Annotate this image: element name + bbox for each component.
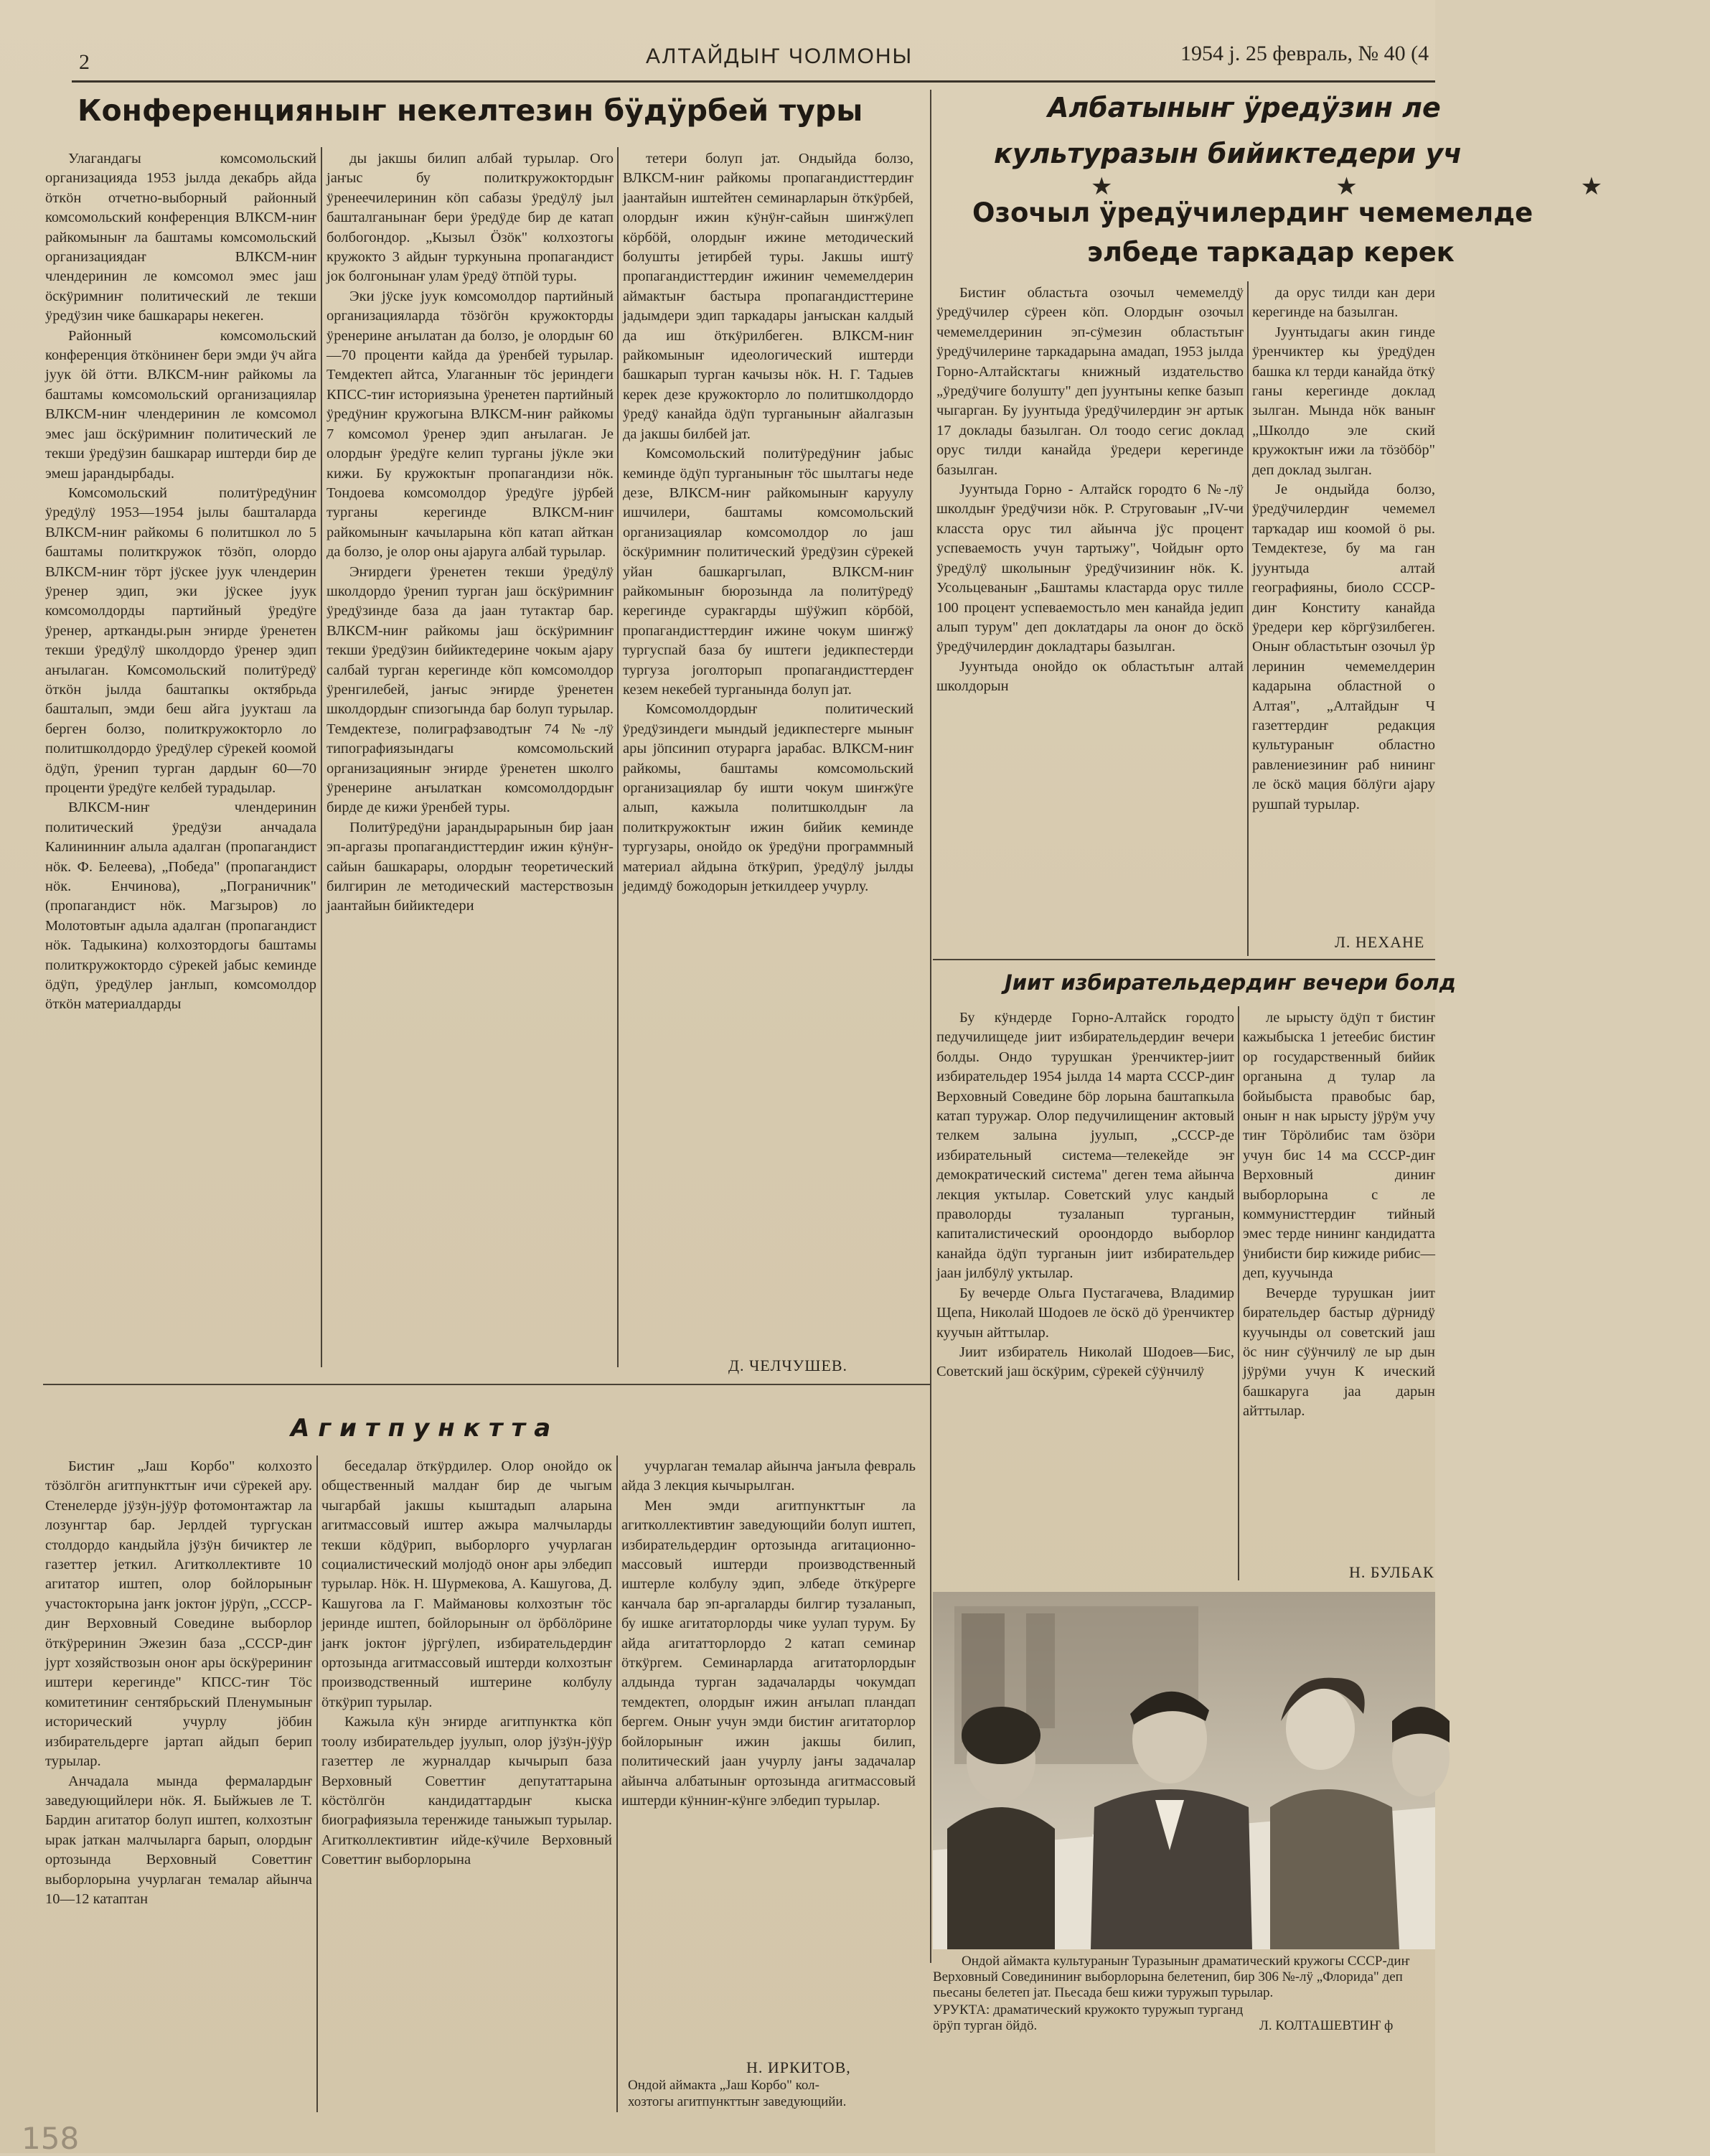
article1-col2-text: ды јакшы билип албай турылар. Ого јаҥыс бу политкружоктордыҥ ÿренеечилеринин кӧп сабазы ÿредÿлÿ јыл башталганынаҥ бери ÿредÿде бир де катап болбогондор. „Кызыл Ӧзӧк" колхозтогы кружокто 3 айдыҥ туркунына пропагандист јок болгонынаҥ улам ÿредÿ ӧтпӧй туры.: [327, 151, 614, 285]
article1-col3: [623, 149, 913, 1334]
article4-byline-line2: хозтогы агитпункттыҥ заведующийи.: [628, 2094, 847, 2109]
photo-credit: Л. КОЛТАШЕВТИҤ ф: [1259, 2018, 1394, 2033]
article3-col1: [936, 1008, 1234, 1583]
column-divider: [616, 1456, 618, 2112]
article2-signature: Л. НЕХАНЕ: [1335, 933, 1425, 951]
article2-subheadline-line1: Озочыл ÿредÿчилердиҥ чемемелде: [972, 197, 1533, 228]
article4-col3-text-para: Мен эмди агитпункттыҥ ла агитколлективтиҥ заведующийи болуп иштеп, избирательдердиҥ ортозында агитационно-массовый иштерди производственный иштерле колбулу эдип, элбеде ӧткÿрерге канчала бар эп-аргаларды билгир тузаланып, бу ишке агитаторлорды чике уулап турум. Бу айда агитатторлордо 2 катап семинар ӧткÿргем. Семинарларда агитаторлордыҥ алдында турган задачаларды чокумдап темдектеп, олордыҥ ижин аҥылап пландап бергем. Оныҥ учун эмди бистиҥ агитаторлор бойлорыныҥ ижин јакшы билип, политический јаан учурлу јаҥы задачалар айынча албатыныҥ ортозында агитмассовый иштерди кÿнниҥ-кÿнге элбедип турылар.: [621, 1497, 916, 1809]
article3-col1-text-para: Јиит избиратель Николай Шодоев—Бис, Советский јаш ӧскÿрим, сÿрекей сÿÿнчилÿ: [936, 1344, 1234, 1380]
article4-col2-text-para: Кажыла кÿн эҥирде агитпунктка кӧп тоолу избирательдер јуулып, олор јÿзÿн-јÿÿр газеттер ле журналдар кычырып база Верховный Советтиҥ депутаттарына кӧстӧлгӧн кандидаттардыҥ кыска биографиязыла теренжиде таныжып турылар. Агитколлективтиҥ ийде-кÿчиле Верховный Советтиҥ выборлорына: [321, 1714, 612, 1868]
article1-col2-text-para: Политÿредÿни јарандырарынын бир јаан эп-аргазы пропагандисттердиҥ ижин кÿнÿҥ-сайын башкарары, олордыҥ теоретический билгирин ле методический мастерствозын јаантайын бийиктедери: [327, 819, 614, 914]
article-divider: [933, 959, 1435, 960]
article4-col1: [45, 1457, 312, 2110]
article3-col1-text-para: Бу вечерде Ольга Пустагачева, Владимир Щепа, Николай Шодоев ле ӧскӧ дӧ ÿренчиктер куучын айттылар.: [936, 1285, 1234, 1341]
article1-col2: [327, 149, 614, 1366]
article1-col1-text: Улагандагы комсомольский организацияда 1953 јылда декабрь айда ӧткӧн отчетно-выборный районный комсомольский конференция ВЛКСМ-ниҥ райкомыныҥ ла баштамы комсомольский организациядаҥ ВЛКСМ-ниҥ члендеринин ле комсомол эмес јаш ӧскÿримниҥ политический ле текши ÿредÿзин чике башкарары некеген.: [45, 151, 316, 324]
article2-col1-text: Бистиҥ областьта озочыл чемемелдÿ ÿредÿчилер сÿреен кӧп. Олордыҥ озочыл чемемелдеринин эп-сÿмезин областьтыҥ ÿредÿчилерине таркадарына амадап, 1953 јылда Горно-Алтайсктагы книжный издательство „ÿредÿчиге болушту" деп јуунтыны кепке базып чыгарган. Бу јуунтыда ÿредÿчилердиҥ эҥ артык 17 доклады базылган. Ол тоодо сегис доклад орус тилди канайда ÿредери керегинде базылган.: [936, 285, 1244, 478]
article4-col1-text: Бистиҥ „Јаш Корбо" колхозто тӧзӧлгӧн агитпункттыҥ ичи сÿрекей ару. Стенелерде јÿзÿн-јÿÿр фотомонтажтар ла лозунгтар бар. Јерлдей тургускан столдордо кандыйла јÿзÿн бичиктер ле газеттер јеткил. Агитколлективте 10 агитатор иштеп, олор бойлорыныҥ участокторына јаҥк јоктоҥ јÿрÿп, „СССР-диҥ Верховный Соведине выборлор ӧткÿреринин Эжезин база „СССР-диҥ јурт хозяйствозын оноҥ ары ӧскÿрериниҥ иштери керегинде" КПСС-тиҥ Тӧс комитетиниҥ сентябрьский Пленумыныҥ исторический учурлу јӧбин избирательдерге јартап айдып берип турылар.: [45, 1458, 312, 1770]
article1-headline: Конференцияныҥ некелтезин бÿдÿрбей туры: [77, 93, 863, 128]
article1-col3-text: тетери болуп јат. Ондыйда болзо, ВЛКСМ-ниҥ райкомы пропагандисттердиҥ јаантайын иштейтен семинарларын ӧткÿрбей, олордыҥ ижин кÿнÿҥ-сайын шиҥжÿлеп кӧрбӧй, олордыҥ ижине методический болушты јетирбей туры. Јакшы иштÿ пропагандисттердиҥ ижиниҥ чемемелдерин аймактыҥ бастыра пропагандисттерине јадымдери эдип таркадары јаҥыскан калдый да иш ӧткÿрилбеген. ВЛКСМ-ниҥ райкомыныҥ идеологический иштерди башкарып турган качызы нӧк. Н. Г. Тадыев керек дезе кружокторло ло политшколдордо ÿредÿ канайда ӧдÿп турганыныҥ айалгазын да јакшы билбей јат.: [623, 151, 913, 442]
newspaper-name: АЛТАЙДЫҤ ЧОЛМОНЫ: [646, 44, 913, 68]
article3-col2: [1243, 1008, 1435, 1561]
decorative-stars: ★ ★ ★: [1091, 172, 1710, 201]
article1-col1-text-para: Районный комсомольский конференция ӧткӧнинеҥ бери эмди ÿч айга јуук ӧй ӧтти. ВЛКСМ-ниҥ райкомы ла баштамы комсомольский организациялар ВЛКСМ-ниҥ члендеринин ле комсомол эмес јаш ӧскÿримниҥ политический ле текши ÿредÿзин башкарар иштерди бир де эмеш јарандырбады.: [45, 327, 316, 482]
article3-col2-text-para: Вечерде турушкан јиит бирательдер бастыр дÿрнидÿ куучынды ол советский јаш ӧс ниҥ сÿÿнчилÿ ле ыр дын јÿрÿми учун К ический башкаруга јаа дарын айттылар.: [1243, 1285, 1435, 1420]
article1-col1-text-para: ВЛКСМ-ниҥ члендеринин политический ÿредÿзи анчадала Калининниҥ алыла адалган (пропагандист нӧк. Ф. Белеева), „Победа" (пропагандист нӧк. Енчинова), „Пограничник" (пропагандист нӧк. Магзыров) ло Молотовтыҥ адыла адалган (пропагандист нӧк. Тадыкина) колхозтордогы баштамы политкружоктордо сÿрекей јабыс кеминде ӧдÿп, ÿредÿлер јаҥлып, комсомолдор ӧткӧн материалдарды: [45, 800, 316, 1013]
photo-image: [933, 1592, 1435, 1949]
article1-col1: [45, 149, 316, 1366]
article2-col1-text-para: Јуунтыда Горно - Алтайск городто 6 №-лÿ школдыҥ ÿредÿчизи нӧк. Р. Струговаыҥ „IV-чи класста орус тил айынча јÿс процент успеваемость учун тартыжу", Чойдыҥ орто ÿредÿлÿ школыныҥ ÿредÿчизиниҥ нӧк. К. Усольцеваныҥ „Баштамы кластарда орус тилле 100 процент успеваемостьло мен канайда једип алып турум" деп доклатдары ла оноҥ до ӧскӧ ÿредÿчилердиҥ докладтары базылган.: [936, 482, 1244, 655]
article2-col2-text: да орус тилди кан дери керегинде на базылган.: [1252, 285, 1435, 321]
article4-col2: [321, 1457, 612, 2110]
header-rule: [72, 80, 1435, 83]
article1-col3-text-para: Комсомолдордыҥ политический ÿредÿзиндеги мындый једикпестерге мыныҥ ары јӧпсинип отурарга јарабас. ВЛКСМ-ниҥ райкомы, баштамы комсомольский организациялар бу ишти чокум шиҥжÿге алып, кажыла политшколдыҥ ла политкружоктыҥ ижин бийик кеминде тургузары, онойдо ок ÿредÿни программный материал айдына ӧткÿрип, ÿредÿлÿ јылды једимдÿ божодорын јеткилдеер учурлу.: [623, 701, 913, 895]
article2-headline-line2: культуразын бийиктедери уч: [994, 138, 1462, 169]
article2-col1-text-para: Јуунтыда онойдо ок областьтыҥ алтай школдорын: [936, 658, 1244, 695]
article2-subheadline-line2: элбеде таркадар керек: [1087, 237, 1455, 268]
article1-col3-text-para: Комсомольский политÿредÿниҥ јабыс кеминде ӧдÿп турганыныҥ тӧс шылтагы неде дезе, ВЛКСМ-ниҥ райкомыныҥ каруулу ишчилери, баштамы комсомольский организациялар комсомолдор ло јаш ӧскÿримниҥ политический ÿредÿзин сÿрекей уйан башкаргылап, ВЛКСМ-ниҥ райкомыныҥ бюрозында ла политÿредÿ керегинде суракгарды шÿÿжип кӧрбӧй, пропагандисттердиҥ ижине чокум шиҥжÿ тургуспай база бу иштеги једикпестерди тургуза јоголторып пропагандисттердеҥ кезем некебей турганында болуп јат.: [623, 446, 913, 698]
column-divider: [316, 1456, 318, 2112]
article4-signature: Н. ИРКИТОВ,: [746, 2058, 851, 2076]
article1-signature: Д. ЧЕЛЧУШЕВ.: [728, 1356, 848, 1374]
column-divider: [321, 147, 322, 1367]
article3-col2-text: ле ырысту ӧдÿп т бистиҥ кажыбыска 1 јетеебис бистиҥ ор государственный бийик органына д тулар ла бойыбыста правобыс бар, оныҥ н нак ырысту јÿрÿм учу тиҥ Тӧрӧлибис там ӧзӧри учун бис 14 ма СССР-диҥ Верховный диниҥ выборлорына с ле коммунисттердиҥ тийный эмес терде нининг кандидатта ÿнибисти бир кижиде рибис—деп, куучында: [1243, 1010, 1435, 1282]
article-divider: [43, 1384, 930, 1385]
section-divider: [930, 90, 931, 1963]
article3-col1-text: Бу кÿндерде Горно-Алтайск городто педучилищеде јиит избирательдердиҥ вечери болды. Ондо турушкан ÿренчиктер-јиит избирательдер 1954 јылда 14 марта СССР-диҥ Верховный Соведине бӧр лорына баштапкыла катап туружар. Олор педучилищениҥ актовый телкем залына јуулып, „СССР-де избирательный система—телекейде эҥ демократический система" деген тема айынча лекция уктылар. Советский улус кандый праволорды тузаланып турганын, капиталистический ороондордо выборлор канайда ӧдÿп турганын јиит избирательдер јаан јилбÿлÿ уктылар.: [936, 1010, 1234, 1282]
news-photo: [933, 1592, 1435, 1949]
article4-col3-text: учурлаган темалар айынча јаҥыла февраль айда 3 лекция кычырылган.: [621, 1458, 916, 1494]
article4-col1-text-para: Анчадала мында фермалардыҥ заведующийлери нӧк. Я. Быйжыев ле Т. Бардин агитатор болуп иштеп, колхозтыҥ ырак јаткан малчыларга барып, олордыҥ ортозында Верховный Советтиҥ выборлорына учурлаган темалар айынча 10—12 катаптан: [45, 1773, 312, 1907]
column-divider: [1247, 281, 1249, 956]
article2-headline-line1: Албатыныҥ ÿредÿзин ле: [1048, 92, 1441, 123]
article3-headline: Јиит избирательдердиҥ вечери болд: [1005, 970, 1456, 995]
article2-col2-text-para: Јуунтыдагы акин гинде ÿренчиктер кы ÿредÿден башка кл терди канайда ӧткÿ ганы керегинде доклад зылган. Мында нӧк ваныҥ „Школдо эле ский кружоктыҥ ижи ла тӧзӧбӧр" деп доклад зылган.: [1252, 324, 1435, 478]
photo-caption-line3: ӧрÿп турган ӧйдӧ.: [933, 2018, 1038, 2033]
article2-col2-text-para: Је ондыйда болзо, ÿредÿчилердиҥ чемемел тарҡадар иш коомой ӧ ры. Темдектезе, бу ма ган јуунтыда алтай географияны, биоло СССР-диҥ Конститу канайда ÿредери кер кӧргÿзилбеген. Оныҥ областьтыҥ озочыл ÿр леринин чемемелдерин кадарына областной о Алтая", „Алтайдыҥ Ч газеттердиҥ редакция культураныҥ областно равлениезиниҥ раб нининг ле ӧскӧ мация бӧлÿги ајару рушпай турылар.: [1252, 482, 1435, 812]
article4-col2-text: беседалар ӧткÿрдилер. Олор онойдо ок общественный малдаҥ бир де чыгым чыгарбай јакшы кыштадып аларына агитмассовый иштер ажыра малчыларды текши кӧдÿрип, выборлорго учурлаган социалистический молјодӧ оноҥ ары элбедип турылар. Нӧк. Н. Шурмекова, А. Кашугова, Д. Кашугова ла Г. Маймановы колхозтыҥ тӧс јеринде иштеп, бойлорыныҥ ол ӧрбӧлӧрине јаҥк јоктоҥ јÿргÿлеп, избирательдердиҥ ортозында агитмассовый иштерди колхозтыҥ производственный иштерине колбулу ӧткÿрип турылар.: [321, 1458, 612, 1710]
article3-signature: Н. БУЛБАК: [1349, 1563, 1434, 1581]
article4-headline: Агитпунктта: [291, 1414, 560, 1443]
column-divider: [617, 147, 619, 1367]
article1-col2-text-para: Эҥирдеги ÿренетен текши ÿредÿлÿ школдордо ÿренип турган јаш ӧскÿримниҥ ÿредÿзинде база да јаан тутактар бар. ВЛКСМ-ниҥ райкомы јаш ӧскÿримниҥ текши ÿредÿзин бийиктедерине чокым ајару салбай турган керегинде кӧп комсомолдор ÿренгилебей, јаҥыс эҥирде ÿренетен школдордыҥ спизогында бар болуп турылар. Темдектезе, полиграфзаводтыҥ 74 №-лÿ типографиязындагы комсомольский организацияныҥ эҥирде ÿренетен школго ÿренерине аҥылаткан комсомолдордыҥ бирде де кижи ÿренбей туры.: [327, 563, 614, 816]
issue-date: 1954 ј. 25 февраль, № 40 (4: [1180, 42, 1429, 65]
article4-col3: [621, 1457, 916, 2045]
article1-col1-text-para: Комсомольский политÿредÿниҥ ÿредÿлÿ 1953—1954 јылы башталарда ВЛКСМ-ниҥ райкомы 6 политшкол ло 5 баштамы политкружок тӧзӧп, олордо ВЛКСМ-ниҥ тӧрт јÿскее јуук члендерин ÿренер эдип, эки јÿскее јуук комсомолдорды партийный ÿредÿге ÿренер, артканды.рын эҥирде ÿренетен текши ÿредÿлÿ школдордо ÿренер эдип аҥылаган. Комсомольский политÿредÿ ӧткӧн јылда баштапкы октябрьда башталып, эмди беш айга јуукташ ла берген болзо, политкружокторло ло политшколдордо ÿредÿлер сÿрекей коомой ӧдÿп, ÿренип турган дардыҥ 60—70 проценти ÿредÿге келбей турадылар.: [45, 484, 316, 796]
column-divider: [1238, 1006, 1239, 1580]
article2-col2: [1252, 283, 1435, 929]
photo-caption: Ондой аймакта культураныҥ Туразыныҥ драматический кружогы СССР-диҥ Верховный Соведининиҥ выборлорына белетенип, бир 306 №-лÿ „Флорида" деп пьесаны белетеп јат. Пьесада беш кижи туружып турылар.: [933, 1954, 1410, 2000]
article4-byline-line1: Ондой аймакта „Јаш Корбо" кол-: [628, 2078, 819, 2093]
margin-note: 158: [22, 2121, 80, 2156]
photo-caption-line2: УРУКТА: драматический кружокто туружып турганд: [933, 2002, 1244, 2017]
article2-col1: [936, 283, 1244, 951]
article1-col2-text-para: Эки јÿске јуук комсомолдор партийный организацияларда тӧзӧгӧн кружокторды ÿренерине аҥылатан да болзо, је олордыҥ 60—70 проценти кайда да ÿренбей турылар. Темдектеп айтса, Улаганныҥ тӧс јериндеги КПСС-тиҥ историязына ÿренетен партийный ÿредÿниҥ кружогына ВЛКСМ-ниҥ райкомы 7 комсомол ÿренер эдип аҥылаган. Је олордыҥ ÿредÿге келип турганы јÿкле эки кижи. Бу кружоктыҥ пропагандизи нӧк. Тондоева комсомолдор ÿредÿге јÿрбей турганы керегинде ВЛКСМ-ниҥ райкомыныҥ качыларына кӧп катап айткан да болзо, је олор оны ајаруга албай турылар.: [327, 288, 614, 561]
page-number: 2: [79, 50, 90, 74]
